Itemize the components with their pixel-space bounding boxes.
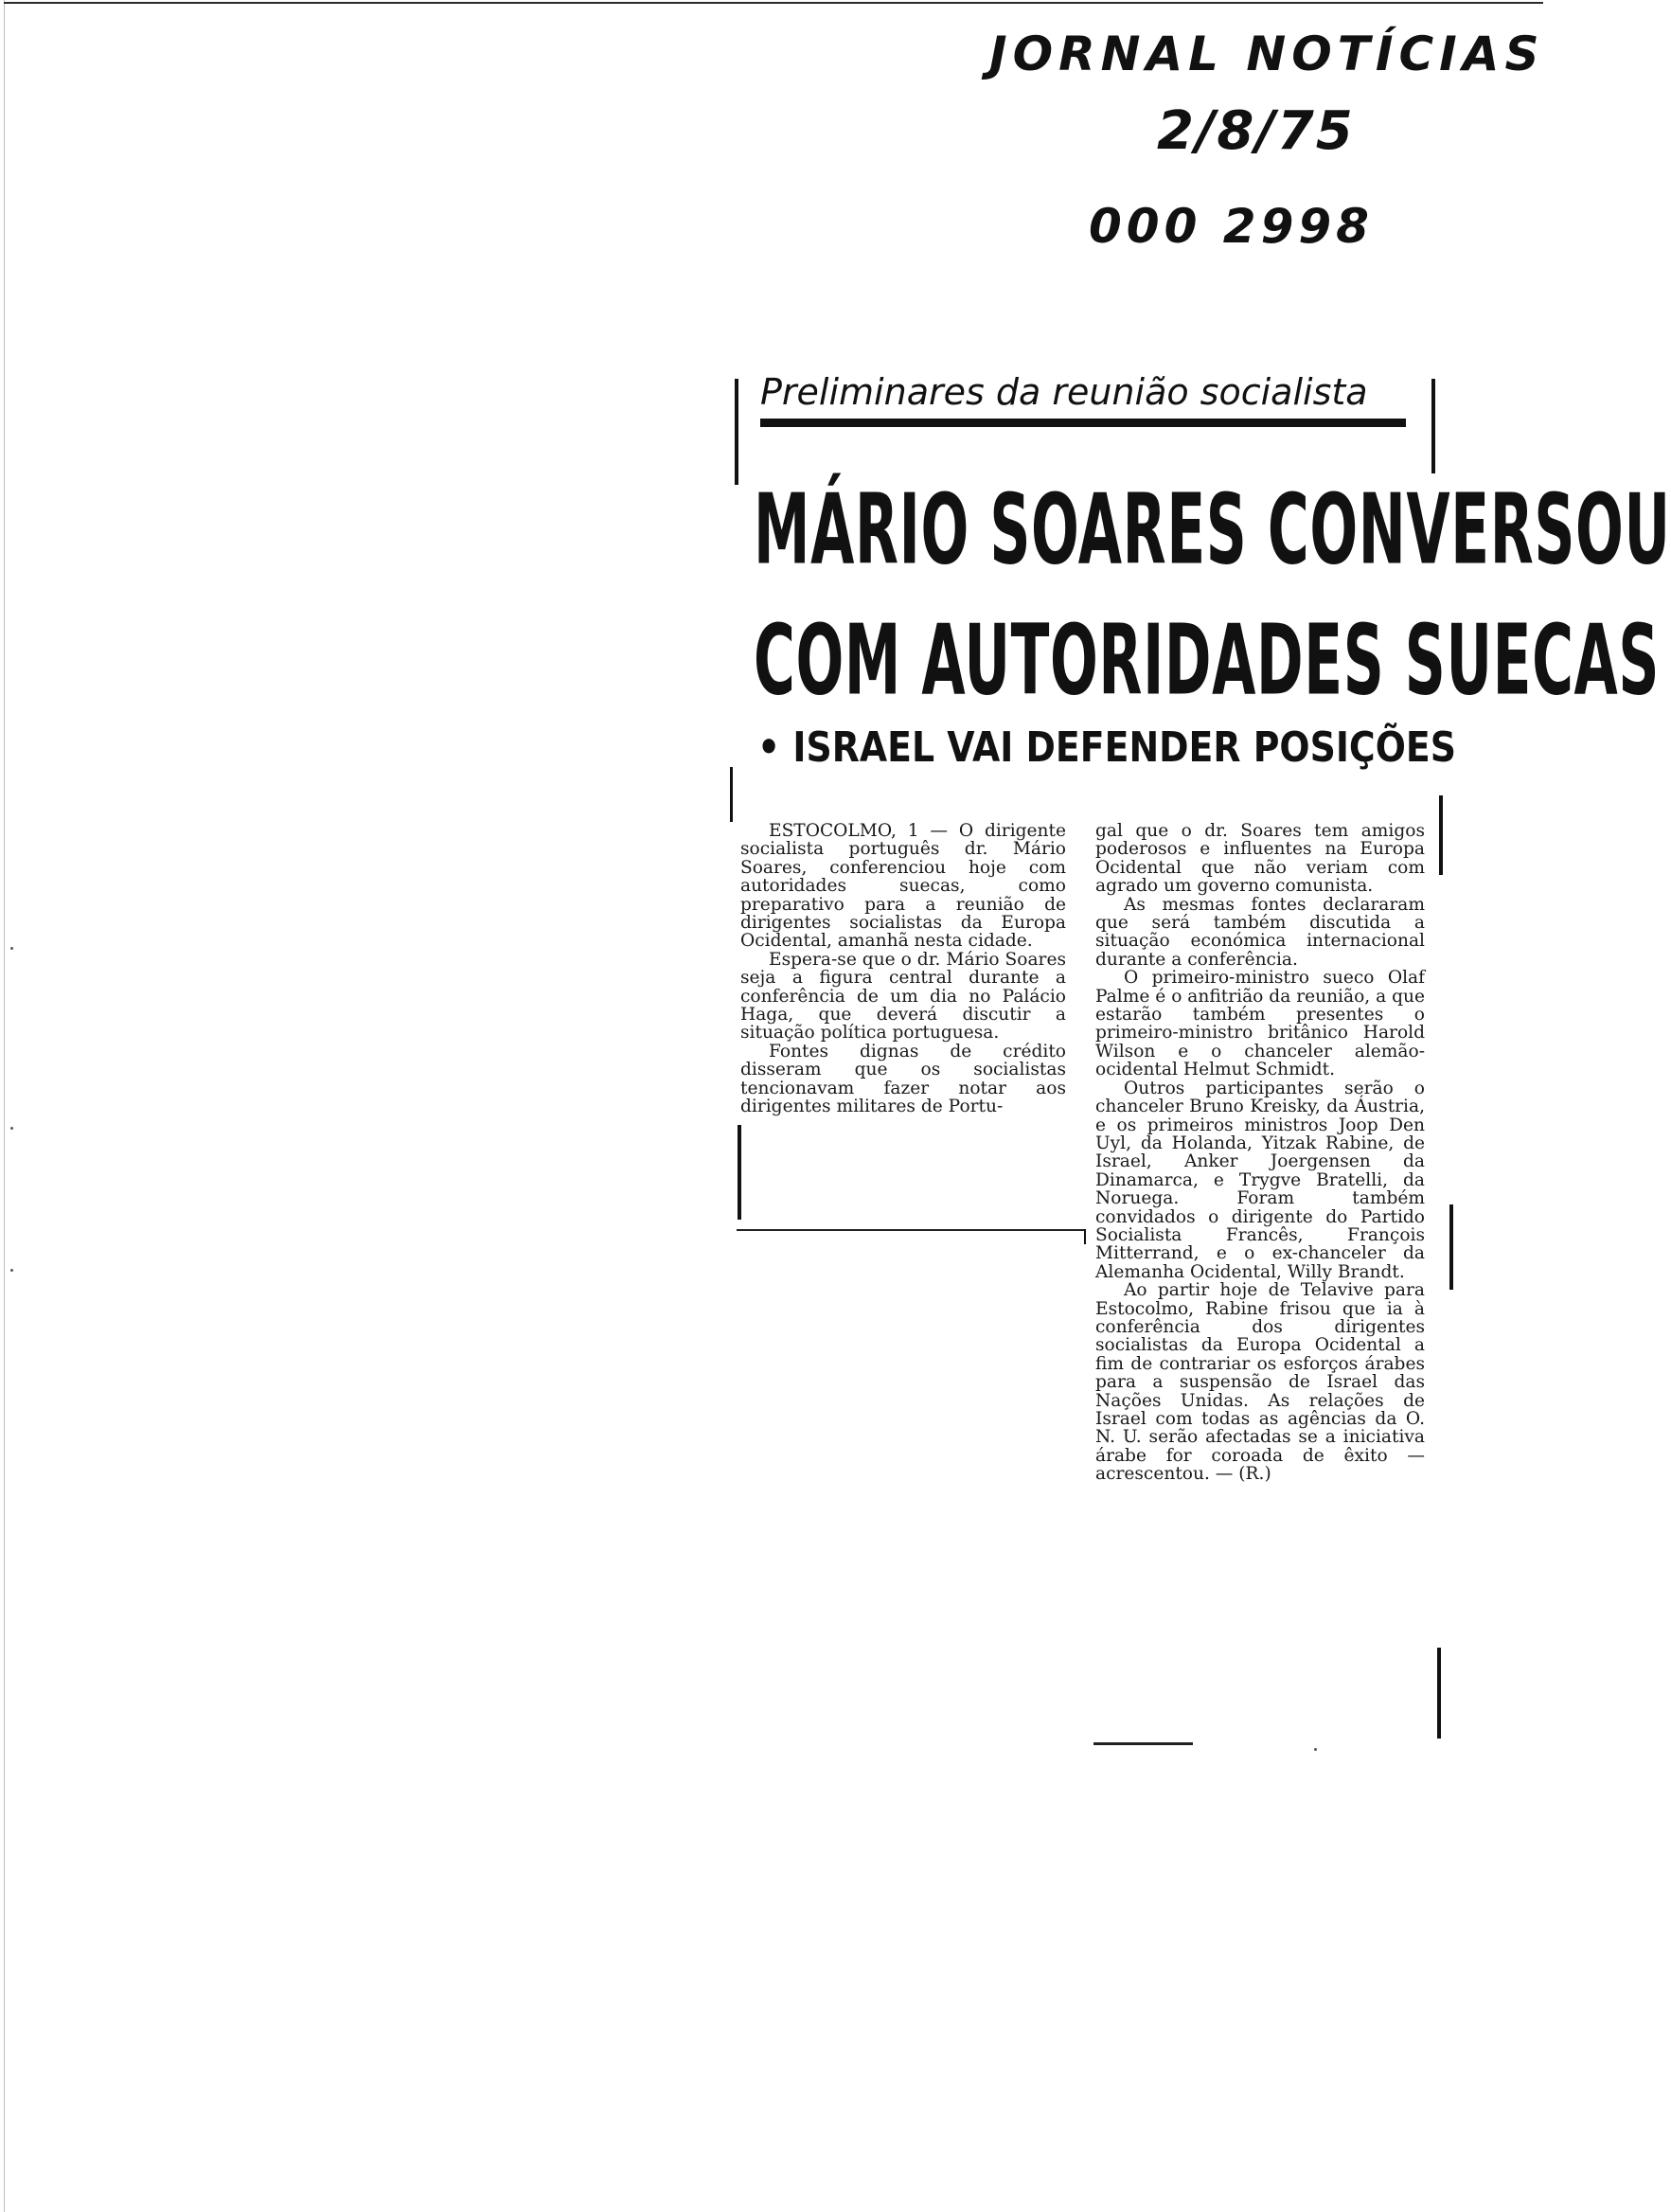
- headline-line-1: MÁRIO SOARES CONVERSOU: [754, 473, 1671, 587]
- clip-edge-mark: [1431, 379, 1435, 473]
- article-column-right: [1095, 822, 1425, 1484]
- article-paragraph: O primeiro-ministro sueco Olaf Palme é o anfitrião da reunião, a que estarão também presentes o primeiro-ministro britânico Harold Wilson e o chanceler alemão-ocidental Helmut Schmidt.: [1095, 968, 1425, 1080]
- scan-speck: [1314, 1748, 1317, 1751]
- article-paragraph: gal que o dr. Soares tem amigos poderosos e influentes na Europa Ocidental que não veriam com agrado um governo comunista.: [1095, 821, 1425, 897]
- column-rule: [737, 1229, 1085, 1231]
- scan-speck: [10, 1269, 13, 1272]
- article-paragraph: Espera-se que o dr. Mário Soares seja a figura central durante a conferência de um dia no Palácio Haga, que deverá discutir a situação política portuguesa.: [740, 949, 1066, 1044]
- clip-edge-mark: [1449, 1204, 1453, 1290]
- article-paragraph: Fontes dignas de crédito disseram que os socialistas tencionavam fazer notar aos dirigentes militares de Portu-: [740, 1041, 1066, 1117]
- handwritten-archive-number: 000 2998: [1089, 199, 1374, 254]
- headline-line-2: COM AUTORIDADES SUECAS: [754, 604, 1661, 718]
- kicker-rule: [760, 419, 1406, 427]
- scan-speck: [10, 1127, 13, 1130]
- article-deck: • ISRAEL VAI DEFENDER POSIÇÕES: [757, 723, 1456, 772]
- clip-edge-mark: [1437, 1648, 1441, 1739]
- article-paragraph: ESTOCOLMO, 1 — O dirigente socialista português dr. Mário Soares, conferenciou hoje com autoridades suecas, como preparativo para a reunião de dirigentes socialistas da Europa Ocidental, amanhã nesta cidade.: [740, 821, 1066, 952]
- clip-edge-mark: [735, 379, 738, 485]
- clip-edge-mark: [1439, 795, 1443, 875]
- clip-edge-mark: [738, 1125, 741, 1220]
- article-paragraph: Ao partir hoje de Telavive para Estocolmo, Rabine frisou que ia à conferência dos dirigentes socialistas da Europa Ocidental a fim de contrariar os esforços árabes para a suspensão de Israel das Nações Unidas. As relações de Israel com todas as agências da O. N. U. serão afectadas se a iniciativa árabe for coroada de êxito — acrescentou. — (R.): [1095, 1280, 1425, 1485]
- scan-speck: [10, 947, 13, 950]
- clip-edge-mark: [730, 767, 733, 822]
- article-column-left: [740, 822, 1066, 1116]
- article-paragraph: Outros participantes serão o chanceler Bruno Kreisky, da Áustria, e os primeiros ministros Joop Den Uyl, da Holanda, Yitzak Rabine, de Israel, Anker Joergensen da Dinamarca, e Trygve Bratelli, da Noruega. Foram também convidados o dirigente do Partido Socialista Francês, François Mitterrand, e o ex-chanceler da Alemanha Ocidental, Willy Brandt.: [1095, 1078, 1425, 1282]
- handwritten-date: 2/8/75: [1157, 100, 1355, 162]
- end-rule: [1093, 1742, 1193, 1745]
- handwritten-publication: JORNAL NOTÍCIAS: [989, 27, 1545, 81]
- column-rule: [1084, 1229, 1086, 1244]
- article-kicker: Preliminares da reunião socialista: [760, 371, 1368, 413]
- article-paragraph: As mesmas fontes declararam que será também discutida a situação económica internacional durante a conferência.: [1095, 894, 1425, 970]
- page-top-border: [4, 2, 1543, 4]
- page-edge: [4, 0, 5, 2212]
